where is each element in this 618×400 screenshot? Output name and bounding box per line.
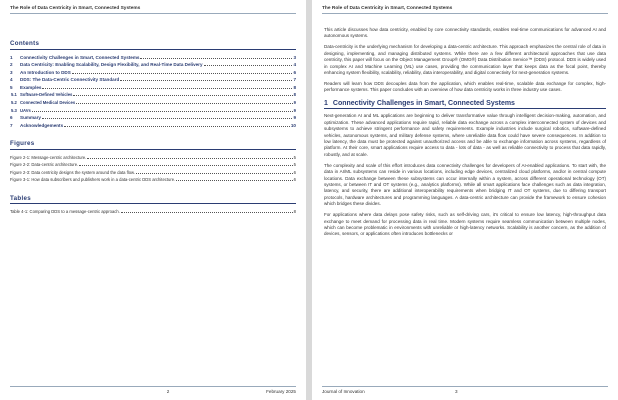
toc-entry[interactable] xyxy=(10,99,296,107)
footer-date: February 2025 xyxy=(266,389,296,394)
toc-entry-number: 6 xyxy=(10,115,13,121)
toc-entry-number: 5.1 xyxy=(11,92,17,98)
figure-entry[interactable] xyxy=(10,161,296,168)
dot-leader xyxy=(32,107,293,112)
figure-entry-page: 5 xyxy=(293,162,296,168)
article-body xyxy=(324,27,606,242)
dot-leader xyxy=(87,154,292,159)
section-number: 1 xyxy=(324,99,328,107)
toc-entry-title: Connectivity Challenges in Smart, Connected Systems xyxy=(20,54,140,60)
table-entry-page: 8 xyxy=(293,209,296,215)
toc-entry[interactable] xyxy=(10,61,296,69)
toc-entry-page: 6 xyxy=(293,69,296,75)
toc-entry-page: 9 xyxy=(293,100,296,106)
toc-entry[interactable] xyxy=(10,84,296,92)
intro-paragraph: This article discusses how data centricity, enabled by core connectivity standards, enables real-time communications for advanced AI and autonomous systems. xyxy=(324,27,606,39)
figure-entry[interactable] xyxy=(10,169,296,176)
left-page xyxy=(0,0,306,400)
body-paragraph: The complexity and scale of this effort introduces data connectivity challenges for developers of AI-enabled applications. To start with, the data in AI/ML subsystems can reside in various locations, including edge devices, centralized cloud platforms, and/or in central compute locations. Data exchange between these subsystems can occur internally within a system, across different operational technology (OT) systems, or between IT and OT systems (e.g., analytics platforms). While all smart applications face challenges such as data integration, latency, and security, there are additional interoperability requirements when bridging IT and OT systems, due to differing transport protocols, hardware architectures and programming languages. A data-centric architecture can provide the framework to ensure cohesion which bridges these divides. xyxy=(324,162,606,207)
dot-leader xyxy=(121,208,293,213)
figures-heading: Figures xyxy=(10,140,296,150)
dot-leader xyxy=(120,76,292,81)
dot-leader xyxy=(79,161,292,166)
toc-entry-title: Connected Medical Devices xyxy=(20,100,76,106)
toc-entry[interactable] xyxy=(10,107,296,115)
toc-entry-number: 5 xyxy=(10,84,13,90)
running-header: The Role of Data Centricity in Smart, Connected Systems xyxy=(322,6,608,14)
toc-entry-title: Summary xyxy=(20,115,41,121)
contents-heading: Contents xyxy=(10,40,296,50)
toc-entry[interactable] xyxy=(10,91,296,99)
toc-entry-title: Software-Defined Vehicles xyxy=(20,92,73,98)
figure-entry-title: Figure 2-2: Data-centric architecture. xyxy=(10,162,79,168)
toc-entry-title: Examples xyxy=(20,84,42,90)
toc-area xyxy=(10,40,296,215)
figure-entry-title: Figure 2-3: Data centricity designs the system around the data flow. xyxy=(10,169,135,175)
dot-leader xyxy=(64,122,290,127)
toc-entry[interactable] xyxy=(10,76,296,84)
page-footer xyxy=(10,386,296,394)
dot-leader xyxy=(140,54,292,59)
toc-entry-number: 5.2 xyxy=(11,100,17,106)
toc-entry-page: 9 xyxy=(293,107,296,113)
toc-entry-title: Acknowledgements xyxy=(20,122,64,128)
dot-leader xyxy=(42,84,292,89)
page-footer xyxy=(322,386,608,394)
toc-entry-number: 2 xyxy=(10,62,13,68)
tables-list xyxy=(10,208,296,215)
figure-entry[interactable] xyxy=(10,176,296,183)
right-page xyxy=(312,0,618,400)
page-number: 3 xyxy=(455,389,458,394)
dot-leader xyxy=(72,69,293,74)
figure-entry-page: 5 xyxy=(293,154,296,160)
intro-paragraph: Readers will learn how DDS decouples data from the application, which enables real-time, scalable data exchange for complex, high-performance systems. This paper concludes with an overview of how data centricity works in three industry use cases. xyxy=(324,81,606,93)
figure-entry-title: Figure 2-1: Message-centric architecture. xyxy=(10,154,87,160)
figure-entry[interactable] xyxy=(10,154,296,161)
body-paragraph: Next-generation AI and ML applications are beginning to deliver transformative value through intelligent decision-making, automation, and optimization. These advanced applications require rapid, reliable data exchange across a complex interconnected system of devices and subsystems to achieve stringent performance and safety requirements. Example industries include surgical robotics, software-defined vehicles, autonomous systems, and military defense systems, where unreliable data flow could have severe consequences. In addition to low latency, the data must be protected against unauthorized access and be able to exchange information across systems, regardless of platform. At their core, smart applications require access to data - lots of data - as well as reliable connectivity to process that data rapidly, robustly, and at scale. xyxy=(324,113,606,157)
toc-entry-page: 8 xyxy=(293,84,296,90)
toc-entry-page: 4 xyxy=(293,62,296,68)
toc-entry-page: 9 xyxy=(293,115,296,121)
toc-entry-title: Data Centricity: Enabling Scalability, Design Flexibility, and Real-Time Data Delivery xyxy=(20,62,203,68)
toc-entry[interactable] xyxy=(10,54,296,62)
toc-entry-number: 1 xyxy=(10,54,13,60)
section-title: Connectivity Challenges in Smart, Connected Systems xyxy=(332,99,515,107)
journal-name: Journal of Innovation xyxy=(322,389,365,394)
tables-heading: Tables xyxy=(10,195,296,205)
page-number: 2 xyxy=(166,389,170,394)
toc-entry-title: An Introduction to DDS xyxy=(20,69,71,75)
toc-entry-number: 7 xyxy=(10,122,13,128)
dot-leader xyxy=(176,176,292,181)
dot-leader xyxy=(42,114,293,119)
table-entry[interactable] xyxy=(10,208,296,215)
section-heading xyxy=(324,100,606,110)
toc-entry[interactable] xyxy=(10,69,296,77)
figure-entry-page: 6 xyxy=(293,177,296,183)
toc-entry-page: 3 xyxy=(293,54,296,60)
toc-entry-page: 8 xyxy=(293,92,296,98)
toc-entry-number: 4 xyxy=(10,77,13,83)
running-header: The Role of Data Centricity in Smart, Connected Systems xyxy=(10,6,296,14)
toc-list xyxy=(10,54,296,130)
dot-leader xyxy=(73,91,292,96)
intro-paragraph: Data-centricity is the underlying mechanism for developing a data-centric architecture. This approach emphasizes the central role of data in designing, implementing, and managing distributed systems. While there are a few different architectural approaches that use data centricity, this paper will focus on the Object Management Group® (OMG®) Data Distribution Service™ (DDS) protocol. DDS is widely used in complex AI and Machine Learning (ML) use cases, providing the communication layer that keeps data as the focal point, thereby enhancing system flexibility, scalability, reliability, data interoperability, and digital connectivity for next-generation systems. xyxy=(324,44,606,76)
figures-list xyxy=(10,154,296,184)
body-paragraph: For applications where data delays pose safety risks, such as self-driving cars, it's critical to ensure low latency, high-throughput data exchange to meet demand for processing data in real time. Modern systems require seamless communication between multiple nodes, which can become problematic in environments with unreliable or high-latency networks. Scalability is another concern, as the addition of devices, sensors, or applications often introduces bottlenecks or xyxy=(324,212,606,237)
toc-entry-title: UAVs xyxy=(20,107,31,113)
toc-entry-number: 5.3 xyxy=(11,107,17,113)
toc-entry-number: 3 xyxy=(10,69,13,75)
dot-leader xyxy=(204,61,293,66)
dot-leader xyxy=(76,99,293,104)
toc-entry-page: 7 xyxy=(293,77,296,83)
figure-entry-title: Figure 3-1: How data subscribers and publishers work in a data-centric DDS architecture. xyxy=(10,177,176,183)
toc-entry[interactable] xyxy=(10,114,296,122)
dot-leader xyxy=(136,169,293,174)
toc-entry-page: 10 xyxy=(290,122,296,128)
figure-entry-page: 6 xyxy=(293,169,296,175)
table-entry-title: Table 4-1: Comparing DDS to a message-centric approach. xyxy=(10,209,120,215)
toc-entry[interactable] xyxy=(10,122,296,130)
toc-entry-title: DDS: The Data-Centric Connectivity Standard xyxy=(20,77,120,83)
